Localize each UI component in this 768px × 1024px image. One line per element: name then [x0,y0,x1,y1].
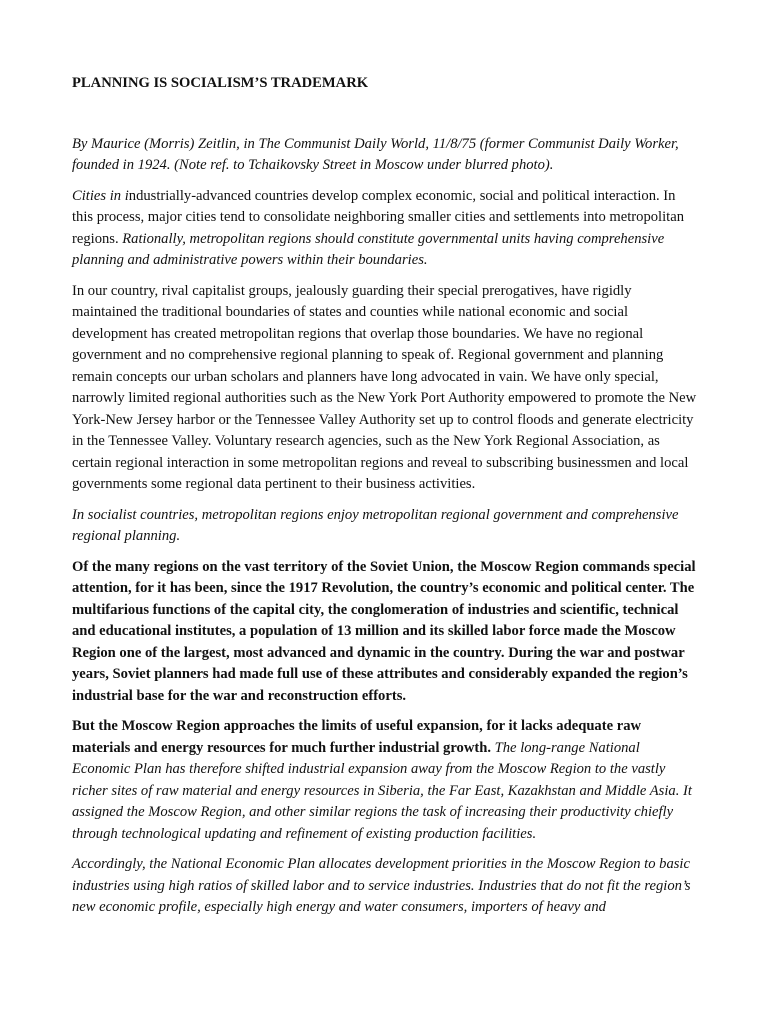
paragraph-socialist-countries: In socialist countries, metropolitan regions enjoy metropolitan regional government and comprehensive regional planning. [72,506,679,544]
paragraph-expansion-limits-italic: The long-range National Economic Plan has therefore shifted industrial expansion away from the Moscow Region to the vastly richer sites of raw material and energy resources in Siberia, the Far East, Kazakhstan and Middle Asia. It assigned the Moscow Region, and other similar regions the task of increasing their productivity chiefly through technological updating and refinement of existing production facilities. [72,739,692,842]
document-page [72,73,700,928]
paragraph-cities-emphasis: Rationally, metropolitan regions should constitute governmental units having comprehensive planning and administrative powers within their boundaries. [72,230,665,268]
article-title: PLANNING IS SOCIALISM’S TRADEMARK [72,75,369,91]
paragraph-our-country: In our country, rival capitalist groups, jealously guarding their special prerogatives, have rigidly maintained the traditional boundaries of states and counties while national economic and social development has created metropolitan regions that overlap those boundaries. We have no regional government and no comprehensive regional planning to speak of. Regional government and planning remain concepts our urban scholars and planners have long advocated in vain. We have only special, narrowly limited regional authorities such as the New York Port Authority empowered to promote the New York-New Jersey harbor or the Tennessee Valley Authority set up to control floods and generate electricity in the Tennessee Valley. Voluntary research agencies, such as the New York Regional Association, as certain regional interaction in some metropolitan regions and reveal to subscribing businessmen and local governments some regional data pertinent to their business activities. [72,282,697,492]
paragraph-expansion-limits-bold: But the Moscow Region approaches the limits of useful expansion, for it lacks adequate raw materials and energy resources for much further industrial growth. [72,718,642,756]
paragraph-moscow-region: Of the many regions on the vast territory of the Soviet Union, the Moscow Region commands special attention, for it has been, since the 1917 Revolution, the country’s economic and political center. The multifarious functions of the capital city, the conglomeration of industries and scientific, technical and educational institutes, a population of 13 million and its skilled labor force made the Moscow Region one of the largest, most advanced and dynamic in the country. During the war and postwar years, Soviet planners had made full use of these attributes and considerably expanded the region’s industrial base for the war and reconstruction efforts. [72,558,696,704]
paragraph-accordingly: Accordingly, the National Economic Plan allocates development priorities in the Moscow Region to basic industries using high ratios of skilled labor and to service industries. Industries that do not fit the region’s new economic profile, especially high energy and water consumers, importers of heavy and [72,856,691,915]
paragraph-expansion-limits [72,716,700,845]
paragraph-cities-lead: Cities in i [72,187,129,204]
byline-paragraph: By Maurice (Morris) Zeitlin, in The Communist Daily World, 11/8/75 (former Communist Daily Worker, founded in 1924. (Note ref. to Tchaikovsky Street in Moscow under blurred photo). [72,135,679,173]
paragraph-cities [72,186,700,272]
paragraph-cities-body: ndustrially-advanced countries develop complex economic, social and political interaction. In this process, major cities tend to consolidate neighboring smaller cities and settlements into metropolitan regions. [72,187,684,247]
